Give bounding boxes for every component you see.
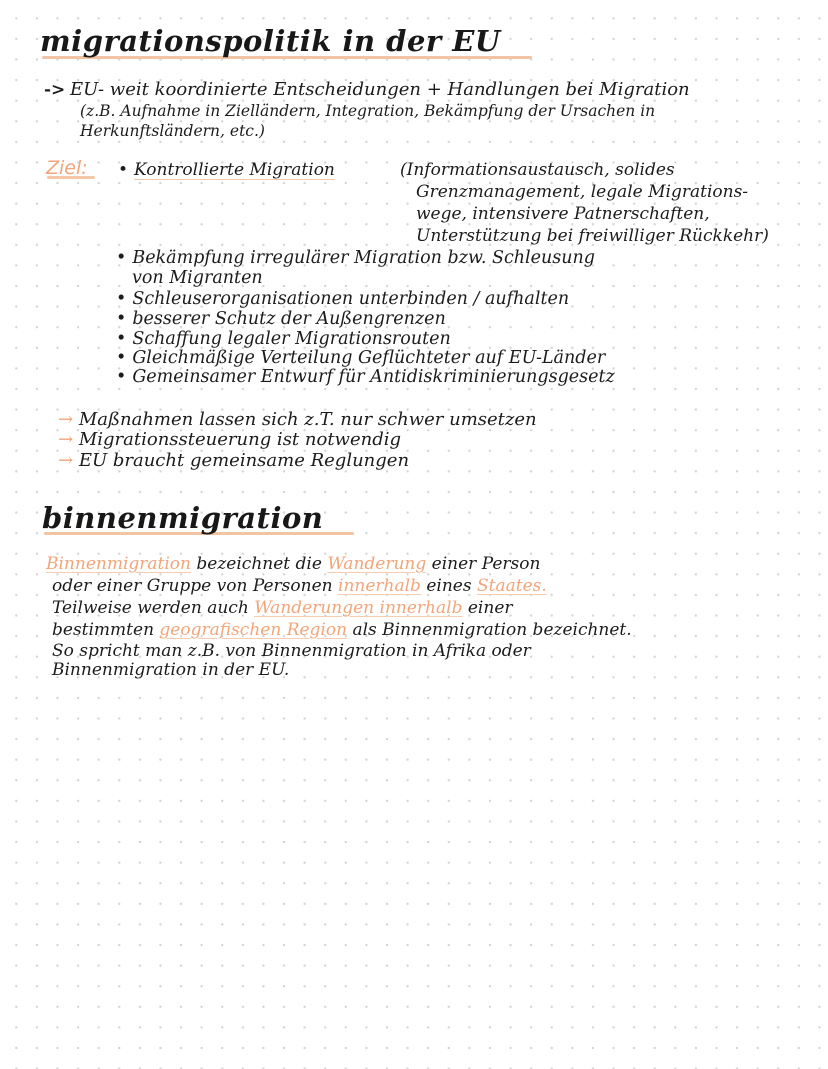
bullet-dot: • bbox=[116, 248, 127, 268]
conclusion-text: EU braucht gemeinsame Reglungen bbox=[78, 450, 410, 471]
bullet-item bbox=[116, 329, 451, 349]
ziel-main bbox=[118, 160, 335, 180]
highlight-staates: Staates. bbox=[477, 576, 547, 596]
definition-line-3 bbox=[52, 598, 513, 619]
ziel-paren-4: Unterstützung bei freiwilliger Rückkehr) bbox=[416, 226, 769, 246]
bullet-item bbox=[116, 289, 569, 309]
definition-line-2 bbox=[52, 576, 547, 597]
bullet-item bbox=[116, 309, 446, 329]
text: einer bbox=[462, 598, 513, 618]
text: oder einer Gruppe von Personen bbox=[52, 576, 339, 596]
text: einer Person bbox=[426, 554, 541, 574]
definition-line-6: Binnenmigration in der EU. bbox=[52, 660, 290, 680]
highlight-geografischen-region: geografischen Region bbox=[159, 620, 348, 640]
section-title-migrationspolitik: migrationspolitik in der EU bbox=[40, 24, 501, 58]
definition-line-4 bbox=[52, 620, 632, 641]
highlight-innerhalb: innerhalb bbox=[338, 576, 421, 596]
bullet-text: besserer Schutz der Außengrenzen bbox=[132, 309, 446, 329]
bullet-item bbox=[116, 367, 615, 387]
conclusion-item bbox=[58, 430, 401, 450]
bullet-dot: • bbox=[116, 289, 127, 309]
highlight-binnenmigration: Binnenmigration bbox=[46, 554, 191, 574]
conclusion-text: Migrationssteuerung ist notwendig bbox=[78, 429, 401, 450]
bullet-continuation: von Migranten bbox=[132, 268, 263, 288]
text: bezeichnet die bbox=[191, 554, 328, 574]
bullet-item bbox=[116, 348, 605, 368]
bullet-dot: • bbox=[116, 329, 127, 349]
ziel-paren-2: Grenzmanagement, legale Migrations- bbox=[416, 182, 749, 202]
arrow-icon: → bbox=[58, 409, 74, 430]
intro-line-1: EU- weit koordinierte Entscheidungen + Handlungen bei Migration bbox=[70, 79, 690, 100]
section-title-binnenmigration: binnenmigration bbox=[42, 501, 324, 535]
bullet-dot: • bbox=[116, 348, 127, 368]
conclusion-text: Maßnahmen lassen sich z.T. nur schwer umsetzen bbox=[78, 409, 537, 430]
ziel-label: Ziel: bbox=[46, 157, 88, 179]
arrow-icon: → bbox=[58, 450, 74, 471]
bullet-text: Gemeinsamer Entwurf für Antidiskriminierungsgesetz bbox=[132, 367, 615, 387]
bullet-item bbox=[116, 248, 595, 268]
ziel-main-text: Kontrollierte Migration bbox=[134, 160, 335, 180]
text: bestimmten bbox=[52, 620, 160, 640]
bullet-text: Bekämpfung irregulärer Migration bzw. Schleusung bbox=[132, 248, 595, 268]
bullet-dot: • bbox=[116, 367, 127, 387]
text: Teilweise werden auch bbox=[52, 598, 255, 618]
conclusion-item bbox=[58, 451, 409, 471]
text: als Binnenmigration bezeichnet. bbox=[347, 620, 632, 640]
highlight-wanderungen-innerhalb: Wanderungen innerhalb bbox=[254, 598, 463, 618]
ziel-paren-1: (Informationsaustausch, solides bbox=[400, 160, 675, 180]
intro-line-3: Herkunftsländern, etc.) bbox=[80, 122, 265, 140]
ziel-paren-3: wege, intensivere Patnerschaften, bbox=[416, 204, 710, 224]
intro-line-2: (z.B. Aufnahme in Zielländern, Integration, Bekämpfung der Ursachen in bbox=[80, 102, 656, 120]
conclusion-item bbox=[58, 410, 537, 430]
arrow-icon: → bbox=[58, 429, 74, 450]
bullet-text: Gleichmäßige Verteilung Geflüchteter auf EU-Länder bbox=[132, 348, 606, 368]
definition-line-1 bbox=[46, 554, 540, 575]
definition-line-5: So spricht man z.B. von Binnenmigration in Afrika oder bbox=[52, 641, 531, 661]
bullet-text: Schaffung legaler Migrationsrouten bbox=[132, 329, 451, 349]
intro-arrow: -> bbox=[44, 80, 66, 100]
bullet-dot: • bbox=[118, 160, 129, 180]
text: eines bbox=[420, 576, 477, 596]
bullet-dot: • bbox=[116, 309, 127, 329]
highlight-wanderung: Wanderung bbox=[327, 554, 427, 574]
bullet-text: Schleuserorganisationen unterbinden / aufhalten bbox=[132, 289, 570, 309]
